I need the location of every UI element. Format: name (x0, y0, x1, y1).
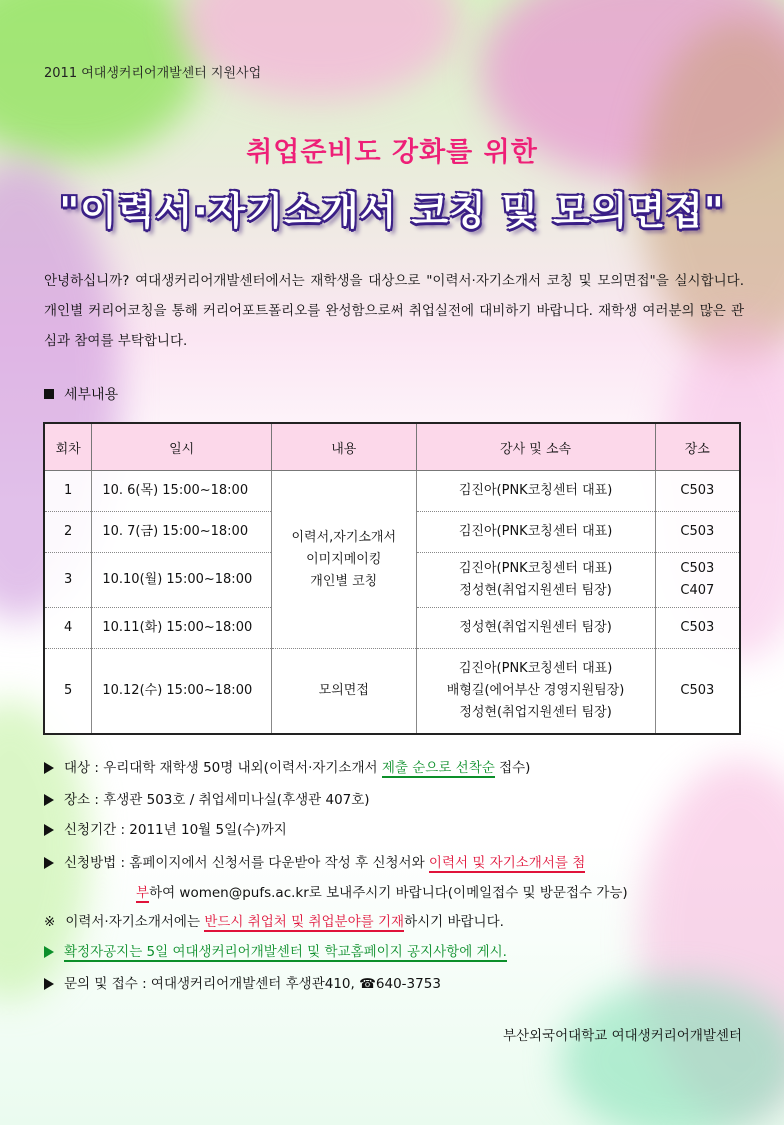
round-cell: 4 (44, 608, 92, 649)
info-method (44, 848, 764, 908)
instructor-cell (416, 553, 655, 608)
info-place (44, 788, 764, 808)
triangle-bullet-icon (44, 946, 54, 958)
instructor-cell: 정성현(취업지원센터 팀장) (416, 608, 655, 649)
content-cell-coaching (272, 471, 416, 649)
triangle-bullet-icon (44, 978, 54, 990)
instructor-cell: 김진아(PNK코칭센터 대표) (416, 471, 655, 512)
room-cell (655, 553, 740, 608)
method-text: 신청방법 : 홈페이지에서 신청서를 다운받아 작성 후 신청서와 (64, 855, 429, 871)
room-cell: C503 (655, 608, 740, 649)
round-cell: 3 (44, 553, 92, 608)
header-room: 장소 (655, 423, 740, 471)
instructor-line: 김진아(PNK코칭센터 대표) (458, 561, 613, 576)
room-cell: C503 (655, 471, 740, 512)
info-period (44, 818, 764, 838)
info-contact (44, 972, 764, 992)
datetime-cell: 10. 6(목) 15:00~18:00 (92, 471, 272, 512)
method-suffix: 하여 women@pufs.ac.kr로 보내주시기 바랍니다(이메일접수 및 방문접수 가능) (149, 885, 628, 901)
header-instructor: 강사 및 소속 (416, 423, 655, 471)
datetime-cell: 10.12(수) 15:00~18:00 (92, 649, 272, 735)
round-cell: 2 (44, 512, 92, 553)
note-highlight: 반드시 취업처 및 취업분야를 기재 (204, 914, 405, 930)
intro-paragraph: 안녕하십니까? 여대생커리어개발센터에서는 재학생을 대상으로 "이력서·자기소개서 코칭 및 모의면접"을 실시합니다. 개인별 커리어코칭을 통해 커리어포트폴리오를 완성함으로써 취업실전에 대비하기 바랍니다. 재학생 여러분의 많은 관심과 참여를 부탁합니다. (44, 273, 744, 349)
method-highlight: 이력서 및 자기소개서를 첨 (428, 855, 586, 871)
table-header-row (44, 423, 740, 471)
header-content: 내용 (272, 423, 416, 471)
info-note (44, 910, 764, 930)
note-text: 이력서·자기소개서에는 (65, 914, 205, 930)
place-text: 장소 : 후생관 503호 / 취업세미나실(후생관 407호) (64, 792, 370, 808)
table-row (44, 471, 740, 512)
info-announce (44, 940, 764, 960)
target-suffix: 접수) (494, 760, 531, 776)
content-line: 이미지메이킹 (306, 551, 382, 567)
announce-text: 확정자공지는 5일 여대생커리어개발센터 및 학교홈페이지 공지사항에 게시. (64, 944, 507, 960)
schedule-table (43, 422, 741, 735)
content-line: 개인별 코칭 (310, 573, 378, 589)
header-datetime: 일시 (92, 423, 272, 471)
period-text: 신청기간 : 2011년 10월 5일(수)까지 (64, 822, 287, 838)
instructor-line: 정성현(취업지원센터 팀장) (459, 583, 612, 598)
content-line: 이력서,자기소개서 (291, 529, 397, 545)
instructor-cell (416, 649, 655, 735)
instructor-line: 배형길(에어부산 경영지원팀장) (446, 683, 625, 698)
section-title: 세부내용 (64, 387, 119, 403)
triangle-bullet-icon (44, 857, 54, 869)
instructor-line: 정성현(취업지원센터 팀장) (459, 705, 612, 720)
room-line: C407 (680, 583, 715, 598)
instructor-cell: 김진아(PNK코칭센터 대표) (416, 512, 655, 553)
square-bullet-icon (44, 389, 54, 399)
subtitle: 취업준비도 강화를 위한 (246, 137, 538, 168)
note-mark: ※ (44, 914, 56, 930)
datetime-cell: 10. 7(금) 15:00~18:00 (92, 512, 272, 553)
round-cell: 1 (44, 471, 92, 512)
page-title: "이력서·자기소개서 코칭 및 모의면접" (59, 189, 725, 233)
content-cell-interview: 모의면접 (272, 649, 416, 735)
target-text: 대상 : 우리대학 재학생 50명 내외(이력서·자기소개서 (64, 760, 382, 776)
datetime-cell: 10.11(화) 15:00~18:00 (92, 608, 272, 649)
footer-organization: 부산외국어대학교 여대생커리어개발센터 (502, 1028, 742, 1044)
method-highlight: 부 (136, 885, 150, 901)
triangle-bullet-icon (44, 762, 54, 774)
instructor-line: 김진아(PNK코칭센터 대표) (458, 661, 613, 676)
triangle-bullet-icon (44, 824, 54, 836)
note-suffix: 하시기 바랍니다. (404, 914, 504, 930)
info-target (44, 756, 764, 776)
room-line: C503 (680, 561, 715, 576)
program-line: 2011 여대생커리어개발센터 지원사업 (44, 66, 262, 81)
header-round: 회차 (44, 423, 92, 471)
table-row (44, 649, 740, 735)
room-cell: C503 (655, 649, 740, 735)
room-cell: C503 (655, 512, 740, 553)
datetime-cell: 10.10(월) 15:00~18:00 (92, 553, 272, 608)
contact-text: 문의 및 접수 : 여대생커리어개발센터 후생관410, ☎640-3753 (64, 976, 441, 992)
section-heading (44, 384, 118, 404)
triangle-bullet-icon (44, 794, 54, 806)
round-cell: 5 (44, 649, 92, 735)
target-highlight: 제출 순으로 선착순 (381, 760, 495, 776)
